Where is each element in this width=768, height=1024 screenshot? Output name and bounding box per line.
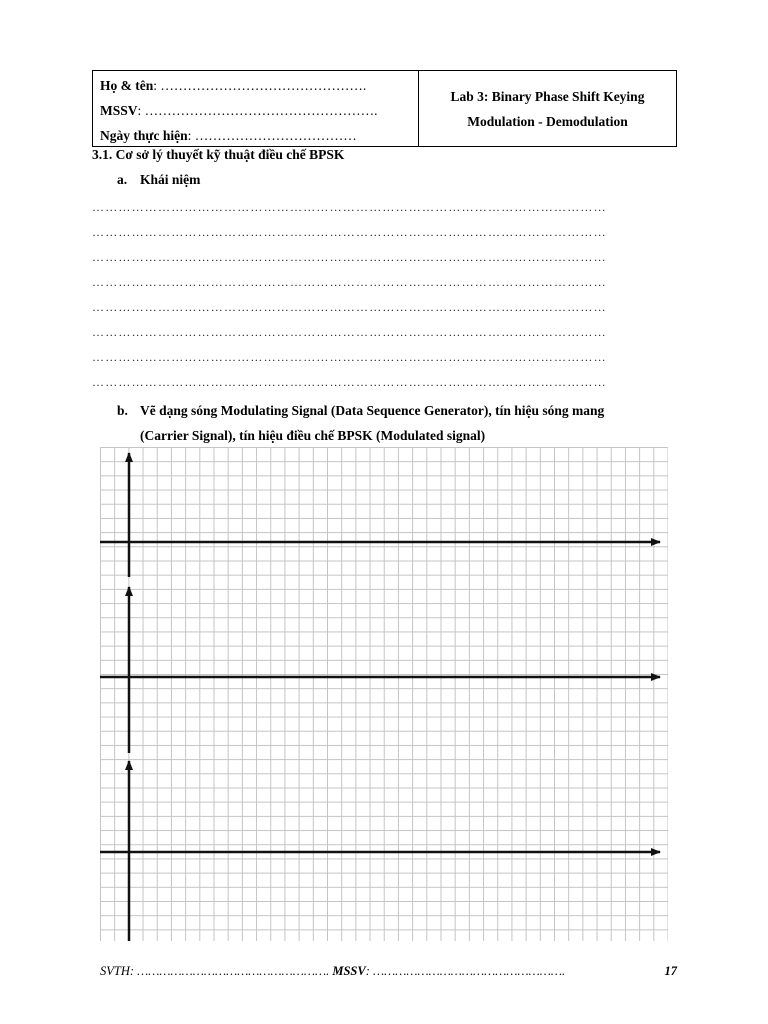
id-row [100,98,418,123]
date-label: Ngày thực hiện [100,128,188,143]
subsection-a [117,172,200,188]
lab-title-cell [419,71,676,146]
footer-svth [100,964,565,979]
answer-line[interactable]: ……………………………………………………………………………………………………… [92,275,607,289]
footer-mssv-field[interactable]: : ……………………………………………. [365,964,566,978]
footer-svth-field[interactable]: : ……………………………………………. [129,964,330,978]
waveform-axes [100,447,668,941]
answer-line[interactable]: ……………………………………………………………………………………………………… [92,200,607,214]
name-label: Họ & tên [100,78,154,93]
answer-line[interactable]: ……………………………………………………………………………………………………… [92,250,607,264]
page-number: 17 [664,964,677,978]
page-footer [100,964,677,979]
answer-line[interactable]: ……………………………………………………………………………………………………… [92,375,607,389]
subsection-b-number: b. [117,403,128,418]
answer-line[interactable]: ……………………………………………………………………………………………………… [92,300,607,314]
name-field[interactable]: : ………………………………………. [153,78,367,93]
footer-mssv-label: MSSV [332,964,366,978]
name-row [100,73,418,98]
footer-svth-label: SVTH [100,964,130,978]
date-field[interactable]: : ……………………………… [187,128,357,143]
lab-title-line2: Modulation - Demodulation [467,113,628,129]
subsection-b-line1: Vẽ dạng sóng Modulating Signal (Data Sequence Generator), tín hiệu sóng mang [140,403,605,418]
header-table [92,70,677,147]
subsection-a-number: a. [117,172,128,187]
subsection-b-line2: (Carrier Signal), tín hiệu điều chế BPSK (Modulated signal) [140,428,486,443]
date-row [100,123,418,148]
answer-lines [92,195,667,395]
answer-line[interactable]: ……………………………………………………………………………………………………… [92,225,607,239]
id-label: MSSV [100,103,138,118]
answer-line[interactable]: ……………………………………………………………………………………………………… [92,325,607,339]
section-title: 3.1. Cơ sở lý thuyết kỹ thuật điều chế BPSK [92,147,345,162]
subsection-a-label: Khái niệm [140,172,201,187]
student-info-cell [93,71,419,146]
subsection-b [117,398,677,448]
lab-title-line1: Lab 3: Binary Phase Shift Keying [450,88,645,104]
id-field[interactable]: : ……………………………………………. [137,103,378,118]
answer-line[interactable]: ……………………………………………………………………………………………………… [92,350,607,364]
